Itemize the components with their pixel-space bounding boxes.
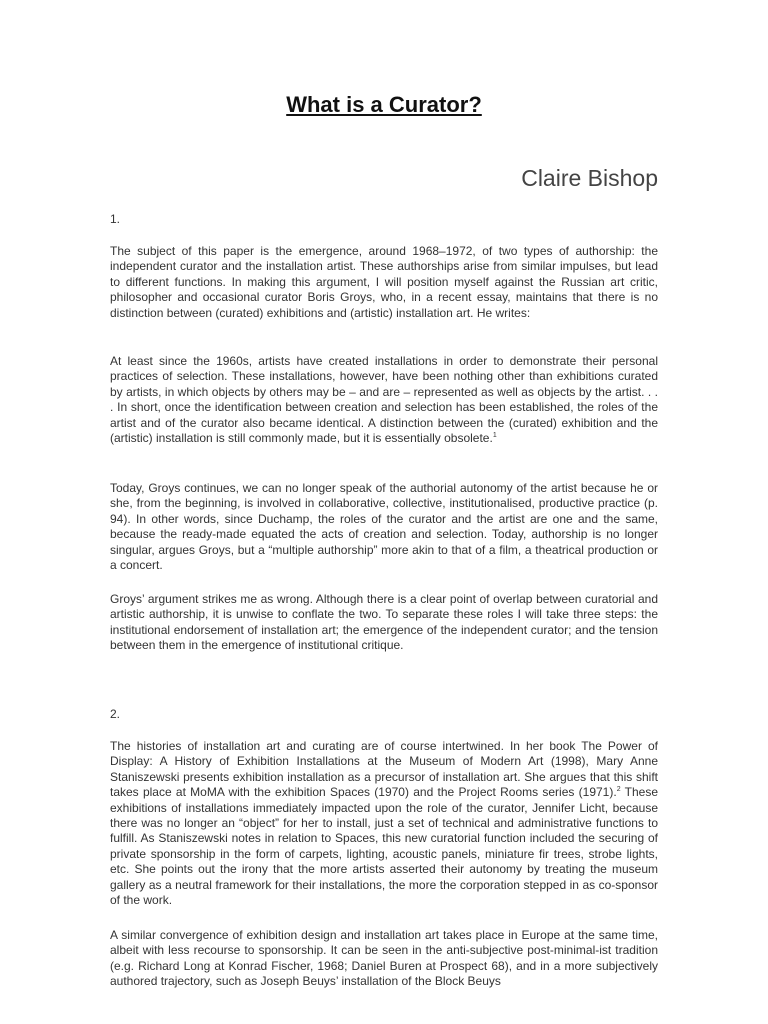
paragraph-1-4: Groys’ argument strikes me as wrong. Although there is a clear point of overlap between curatorial and artistic authorship, it is unwise to conflate the two. To separate these roles I will take three steps: the institutional endorsement of installation art; the emergence of the independent curator; and the tension between them in the emergence of institutional critique. [110,592,658,653]
document-author: Claire Bishop [521,165,658,191]
paragraph-2-1 [110,739,658,908]
paragraph-2-1-text-b: These exhibitions of installations immediately impacted upon the role of the curator, Jennifer Licht, because there was no longer an “object” for her to install, just a set of technical and administrative functions to fulfill. As Staniszewski notes in relation to Spaces, this new curatorial function included the securing of private sponsorship in the form of carpets, lighting, acoustic panels, miniature fir trees, strobe lights, etc. She points out the irony that the more artists asserted their autonomy by treating the museum gallery as a neutral framework for their installations, the more the corporation stepped in as co-sponsor of the work. [110,785,658,908]
paragraph-1-2 [110,354,658,446]
footnote-mark-1: 1 [492,432,497,440]
paragraph-1-2-text: At least since the 1960s, artists have created installations in order to demonstrate their personal practices of selection. These installations, however, have been nothing other than exhibitions curated by artists, in which objects by others may be – and are – represented as well as objects by the artist. . . . In short, once the identification between creation and selection has been established, the roles of the artist and of the curator also became identical. A distinction between the (curated) exhibition and the (artistic) installation is still commonly made, but it is essentially obsolete. [110,354,658,446]
footnote-mark-2: 2 [616,786,621,794]
section-number-2: 2. [110,707,121,721]
paragraph-2-2: A similar convergence of exhibition design and installation art takes place in Europe at the same time, albeit with less recourse to sponsorship. It can be seen in the anti-subjective post-minimal-ist tradition (e.g. Richard Long at Konrad Fischer, 1968; Daniel Buren at Prospect 68), and in a more subjectively authored trajectory, such as Joseph Beuys’ installation of the Block Beuys [110,928,658,989]
paragraph-2-1-text-a: The histories of installation art and curating are of course intertwined. In her book The Power of Display: A History of Exhibition Installations at the Museum of Modern Art (1998), Mary Anne Staniszewski presents exhibition installation as a precursor of installation art. She argues that this shift takes place at MoMA with the exhibition Spaces (1970) and the Project Rooms series (1971). [110,739,658,800]
paragraph-1-1: The subject of this paper is the emergence, around 1968–1972, of two types of authorship: the independent curator and the installation artist. These authorships arise from similar impulses, but lead to different functions. In making this argument, I will position myself against the Russian art critic, philosopher and occasional curator Boris Groys, who, in a recent essay, maintains that there is no distinction between (curated) exhibitions and (artistic) installation art. He writes: [110,244,658,320]
section-number-1: 1. [110,212,121,226]
document-title: What is a Curator? [286,92,482,117]
paragraph-1-3: Today, Groys continues, we can no longer speak of the authorial autonomy of the artist because he or she, from the beginning, is involved in collaborative, collective, institutionalised, productive practice (p. 94). In other words, since Duchamp, the roles of the curator and the artist are one and the same, because the ready-made equated the acts of creation and selection. Today, authorship is no longer singular, argues Groys, but a “multiple authorship” more akin to that of a film, a theatrical production or a concert. [110,481,658,573]
